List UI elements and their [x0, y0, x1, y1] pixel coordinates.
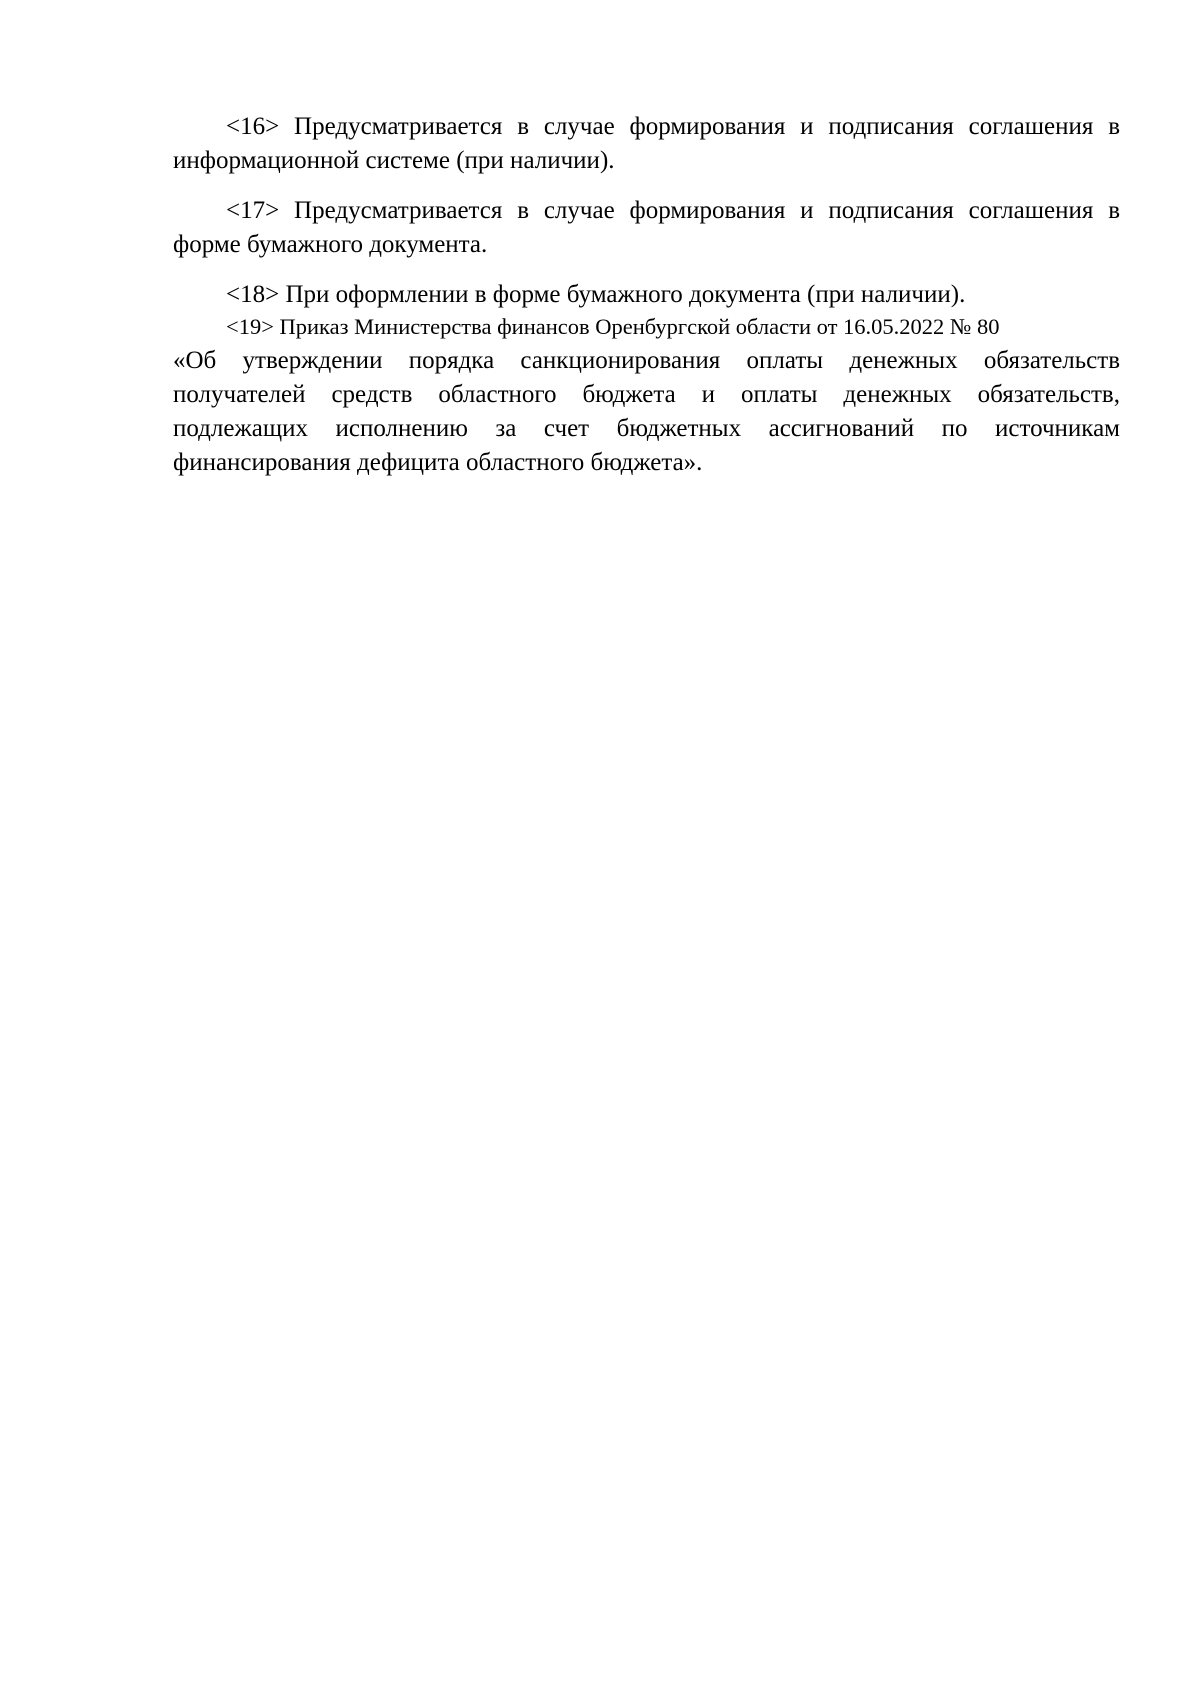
footnotes-block	[173, 110, 1120, 480]
footnote-18: <18> При оформлении в форме бумажного документа (при наличии).	[226, 281, 966, 308]
footnote-19-first-line: <19> Приказ Министерства финансов Оренбургской области от 16.05.2022 № 80	[226, 314, 1000, 339]
footnote-19-continuation: «Об утверждении порядка санкционирования оплаты денежных обязательств получателей средств областного бюджета и оплаты денежных обязательств, подлежащих исполнению за счет бюджетных ассигнований по источникам финансирования дефицита областного бюджета».	[173, 347, 1120, 476]
footnote-17: <17> Предусматривается в случае формирования и подписания соглашения в форме бумажного документа.	[173, 197, 1120, 258]
footnote-16: <16> Предусматривается в случае формирования и подписания соглашения в информационной системе (при наличии).	[173, 113, 1120, 174]
